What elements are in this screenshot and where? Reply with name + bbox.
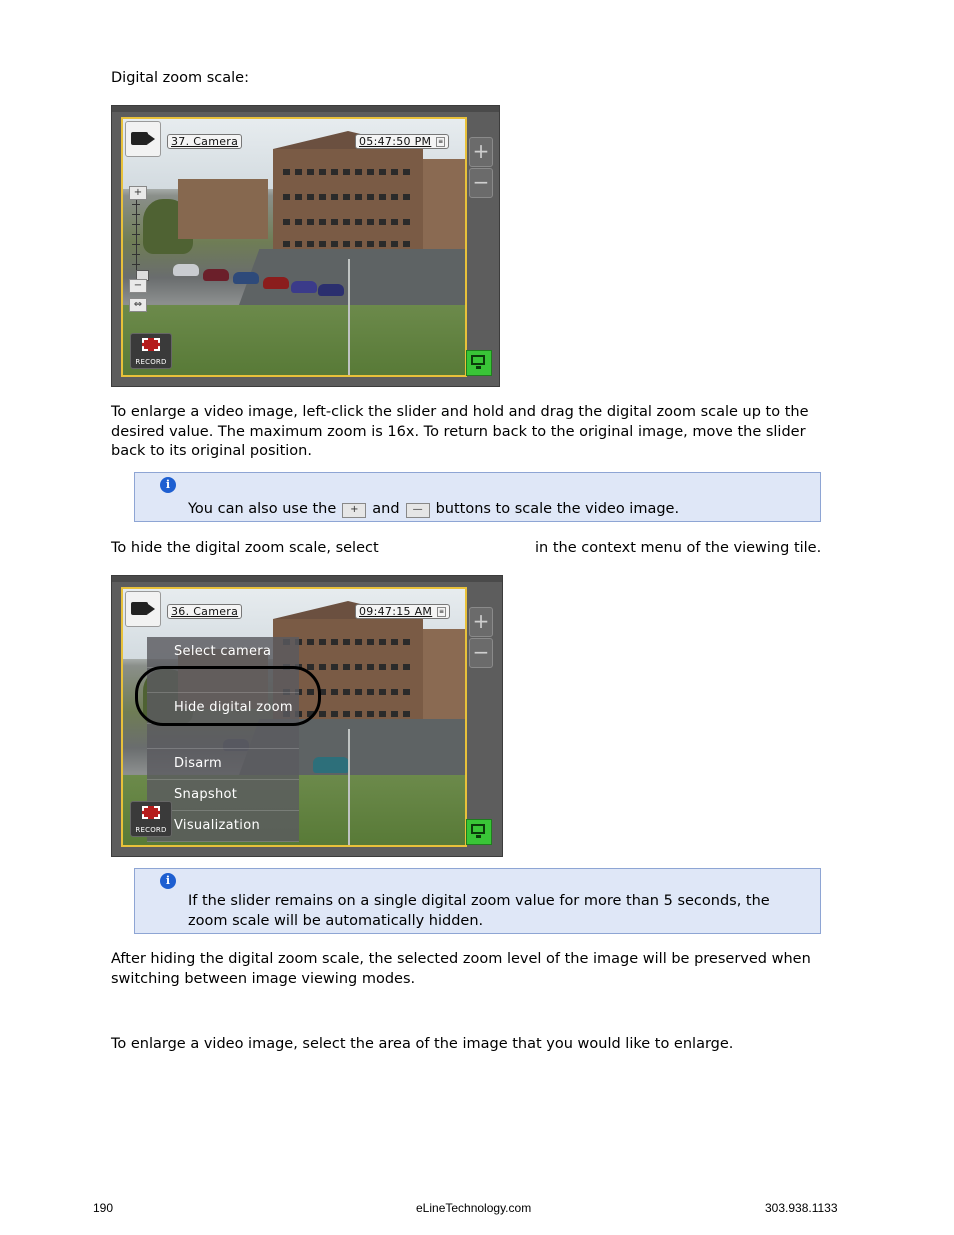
info-icon: i [160,477,176,493]
menu-item-select-camera[interactable]: Select camera [147,637,299,668]
record-button[interactable]: RECORD [130,801,172,837]
plus-button-icon: + [342,503,366,518]
monitor-icon[interactable] [466,819,492,845]
paragraph-hide-right: in the context menu of the viewing tile. [535,540,822,556]
camera-name-label[interactable]: 36. Camera [167,604,242,619]
camera-icon[interactable] [125,591,161,627]
note-box-auto-hide [134,868,821,934]
note-box-buttons: i You can also use the + and — buttons to scale the video image. [134,472,821,522]
side-plus-button[interactable]: + [469,137,493,167]
zoom-in-button[interactable]: + [129,186,147,200]
camera-name-label[interactable]: 37. Camera [167,134,242,149]
time-label: 05:47:50 PM ≡ [355,134,449,149]
zoom-out-button[interactable]: − [129,279,147,293]
monitor-icon[interactable] [466,350,492,376]
info-icon: i [160,873,176,889]
record-button[interactable]: RECORD [130,333,172,369]
zoom-fit-button[interactable]: ⇔ [129,298,147,312]
film-icon [142,806,160,819]
camera-icon[interactable] [125,121,161,157]
footer-phone: 303.938.1133 [765,1201,838,1215]
paragraph-select-area: To enlarge a video image, select the area of the image that you would like to enlarge. [111,1036,734,1052]
digital-zoom-scale[interactable] [128,184,148,310]
video-frame [121,117,467,377]
side-minus-button[interactable]: − [469,638,493,668]
paragraph-zoom-preserved: After hiding the digital zoom scale, the selected zoom level of the image will be preserved when switching between image viewing modes. [111,951,811,987]
menu-item-visualization[interactable]: Visualization [147,811,299,842]
menu-item-hide-digital-zoom[interactable]: Hide digital zoom [147,693,299,724]
highlight-ellipse [135,666,321,726]
camera-tile-screenshot-2 [111,575,503,857]
paragraph-enlarge-slider: To enlarge a video image, left-click the slider and hold and drag the digital zoom scale up to the desired value. The maximum zoom is 16x. To return back to the original image, move the slider back to its original position. [111,404,809,459]
side-plus-button[interactable]: + [469,607,493,637]
section-heading: Digital zoom scale: [111,70,249,86]
side-minus-button[interactable]: − [469,168,493,198]
menu-item-disarm[interactable]: Disarm [147,749,299,780]
camera-tile-screenshot-1 [111,105,500,387]
film-icon [142,338,160,351]
time-label: 09:47:15 AM ≡ [355,604,450,619]
page-number: 190 [93,1201,114,1215]
footer-site: eLineTechnology.com [416,1201,532,1215]
video-frame [121,587,467,847]
minus-button-icon: — [406,503,430,518]
menu-item-snapshot[interactable]: Snapshot [147,780,299,811]
note-text: If the slider remains on a single digital zoom value for more than 5 seconds, the zoom scale will be automatically hidden. [188,893,770,929]
paragraph-hide-left: To hide the digital zoom scale, select [111,540,379,556]
